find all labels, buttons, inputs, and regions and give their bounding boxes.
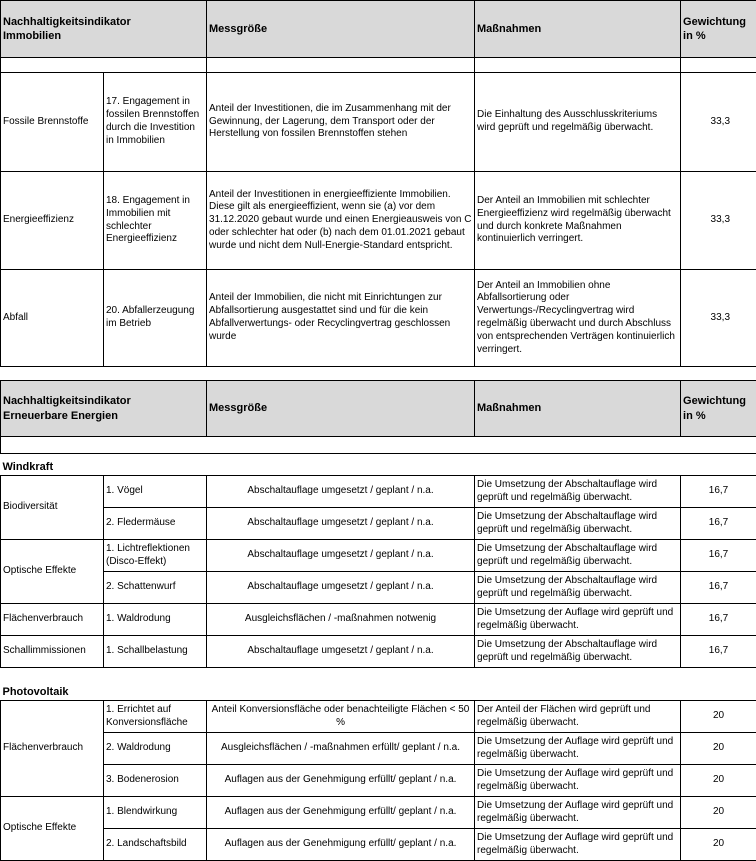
action-cell: Die Umsetzung der Auflage wird geprüft und regelmäßig überwacht.	[475, 765, 681, 797]
weight-cell: 16,7	[681, 636, 756, 668]
action-cell: Der Anteil an Immobilien mit schlechter Energieeffizienz wird regelmäßig überwacht und durch konkrete Maßnahmen kontinuierlich verringert.	[475, 172, 681, 270]
table-row	[1, 172, 756, 270]
weight-cell: 16,7	[681, 540, 756, 572]
table-row	[1, 572, 756, 604]
indicator-cell: 1. Schallbelastung	[104, 636, 207, 668]
table-row	[1, 797, 756, 829]
weight-cell: 16,7	[681, 604, 756, 636]
action-cell: Die Einhaltung des Ausschlusskriteriums wird geprüft und regelmäßig überwacht.	[475, 73, 681, 172]
category-cell: Flächenverbrauch	[1, 604, 104, 636]
measure-cell: Abschaltauflage umgesetzt / geplant / n.a.	[207, 572, 475, 604]
weight-cell: 16,7	[681, 508, 756, 540]
category-cell: Optische Effekte	[1, 797, 104, 861]
measure-cell: Anteil Konversionsfläche oder benachteiligte Flächen < 50 %	[207, 701, 475, 733]
header-indicator: Nachhaltigkeitsindikator Erneuerbare Energien	[1, 381, 207, 437]
action-cell: Die Umsetzung der Abschaltauflage wird geprüft und regelmäßig überwacht.	[475, 572, 681, 604]
category-cell: Biodiversität	[1, 476, 104, 540]
indicator-cell: 2. Fledermäuse	[104, 508, 207, 540]
measure-cell: Auflagen aus der Genehmigung erfüllt/ geplant / n.a.	[207, 797, 475, 829]
section-title-windkraft: Windkraft	[2, 461, 54, 473]
action-cell: Der Anteil an Immobilien ohne Abfallsortierung oder Verwertungs-/Recyclingvertrag wird regelmäßig überwacht und durch Abschluss von entsprechenden Verträgen kontinuierlich verringert.	[475, 270, 681, 367]
section-row	[1, 454, 756, 476]
indicator-cell: 17. Engagement in fossilen Brennstoffen durch die Investition in Immobilien	[104, 73, 207, 172]
indicator-cell: 1. Lichtreflektionen (Disco-Effekt)	[104, 540, 207, 572]
table-header-row	[1, 1, 756, 58]
table-row	[1, 765, 756, 797]
spacer-row	[1, 437, 756, 454]
weight-cell: 16,7	[681, 476, 756, 508]
category-cell: Flächenverbrauch	[1, 701, 104, 797]
measure-cell: Abschaltauflage umgesetzt / geplant / n.a.	[207, 508, 475, 540]
indicator-cell: 18. Engagement in Immobilien mit schlechter Energieeffizienz	[104, 172, 207, 270]
indicator-cell: 3. Bodenerosion	[104, 765, 207, 797]
weight-cell: 33,3	[681, 270, 756, 367]
header-actions: Maßnahmen	[475, 381, 681, 437]
table-row	[1, 508, 756, 540]
measure-cell: Ausgleichsflächen / -maßnahmen notwenig	[207, 604, 475, 636]
measure-cell: Abschaltauflage umgesetzt / geplant / n.a.	[207, 540, 475, 572]
weight-cell: 20	[681, 701, 756, 733]
indicator-cell: 2. Waldrodung	[104, 733, 207, 765]
measure-cell: Auflagen aus der Genehmigung erfüllt/ geplant / n.a.	[207, 829, 475, 861]
measure-cell: Anteil der Immobilien, die nicht mit Einrichtungen zur Abfallsortierung ausgestattet sind und für die kein Abfallverwertungs- oder Recyclingvertrag geschlossen wurde	[207, 270, 475, 367]
category-cell: Fossile Brennstoffe	[1, 73, 104, 172]
action-cell: Die Umsetzung der Abschaltauflage wird geprüft und regelmäßig überwacht.	[475, 636, 681, 668]
spacer-row	[1, 58, 756, 73]
table-row	[1, 270, 756, 367]
table-row	[1, 733, 756, 765]
category-cell: Energieeffizienz	[1, 172, 104, 270]
section-row	[1, 668, 756, 701]
indicator-cell: 20. Abfallerzeugung im Betrieb	[104, 270, 207, 367]
action-cell: Die Umsetzung der Auflage wird geprüft und regelmäßig überwacht.	[475, 604, 681, 636]
header-measure: Messgröße	[207, 381, 475, 437]
indicator-cell: 2. Schattenwurf	[104, 572, 207, 604]
indicator-cell: 2. Landschaftsbild	[104, 829, 207, 861]
action-cell: Die Umsetzung der Abschaltauflage wird geprüft und regelmäßig überwacht.	[475, 508, 681, 540]
indicator-cell: 1. Waldrodung	[104, 604, 207, 636]
table-row	[1, 701, 756, 733]
weight-cell: 20	[681, 733, 756, 765]
measure-cell: Abschaltauflage umgesetzt / geplant / n.a.	[207, 636, 475, 668]
action-cell: Die Umsetzung der Auflage wird geprüft und regelmäßig überwacht.	[475, 733, 681, 765]
header-weight: Gewichtung in %	[681, 381, 756, 437]
table-row	[1, 73, 756, 172]
action-cell: Die Umsetzung der Auflage wird geprüft und regelmäßig überwacht.	[475, 797, 681, 829]
section-title-photovoltaik: Photovoltaik	[2, 686, 69, 698]
table-erneuerbare-energien	[0, 380, 756, 861]
action-cell: Der Anteil der Flächen wird geprüft und regelmäßig überwacht.	[475, 701, 681, 733]
header-weight: Gewichtung in %	[681, 1, 756, 58]
weight-cell: 33,3	[681, 172, 756, 270]
measure-cell: Anteil der Investitionen, die im Zusammenhang mit der Gewinnung, der Lagerung, dem Transport oder der Herstellung von fossilen Brennstoffen stehen	[207, 73, 475, 172]
header-indicator: Nachhaltigkeitsindikator Immobilien	[1, 1, 207, 58]
header-measure: Messgröße	[207, 1, 475, 58]
measure-cell: Abschaltauflage umgesetzt / geplant / n.a.	[207, 476, 475, 508]
table-header-row	[1, 381, 756, 437]
category-cell: Schallimmissionen	[1, 636, 104, 668]
table-row	[1, 636, 756, 668]
indicator-cell: 1. Blendwirkung	[104, 797, 207, 829]
category-cell: Abfall	[1, 270, 104, 367]
weight-cell: 33,3	[681, 73, 756, 172]
table-row	[1, 829, 756, 861]
indicator-cell: 1. Errichtet auf Konversionsfläche	[104, 701, 207, 733]
weight-cell: 20	[681, 765, 756, 797]
measure-cell: Anteil der Investitionen in energieeffiziente Immobilien. Diese gilt als energieeffizient, wenn sie (a) vor dem 31.12.2020 gebaut wurde und einen Energieausweis von C oder schlechter hat oder (b) nach dem 01.01.2021 gebaut wurde und nicht dem Null-Energie-Standard entspricht.	[207, 172, 475, 270]
table-row	[1, 540, 756, 572]
indicator-cell: 1. Vögel	[104, 476, 207, 508]
table-row	[1, 476, 756, 508]
weight-cell: 20	[681, 797, 756, 829]
measure-cell: Ausgleichsflächen / -maßnahmen erfüllt/ geplant / n.a.	[207, 733, 475, 765]
weight-cell: 20	[681, 829, 756, 861]
header-actions: Maßnahmen	[475, 1, 681, 58]
action-cell: Die Umsetzung der Abschaltauflage wird geprüft und regelmäßig überwacht.	[475, 476, 681, 508]
measure-cell: Auflagen aus der Genehmigung erfüllt/ geplant / n.a.	[207, 765, 475, 797]
category-cell: Optische Effekte	[1, 540, 104, 604]
table-immobilien	[0, 0, 756, 367]
action-cell: Die Umsetzung der Abschaltauflage wird geprüft und regelmäßig überwacht.	[475, 540, 681, 572]
weight-cell: 16,7	[681, 572, 756, 604]
action-cell: Die Umsetzung der Auflage wird geprüft und regelmäßig überwacht.	[475, 829, 681, 861]
table-row	[1, 604, 756, 636]
